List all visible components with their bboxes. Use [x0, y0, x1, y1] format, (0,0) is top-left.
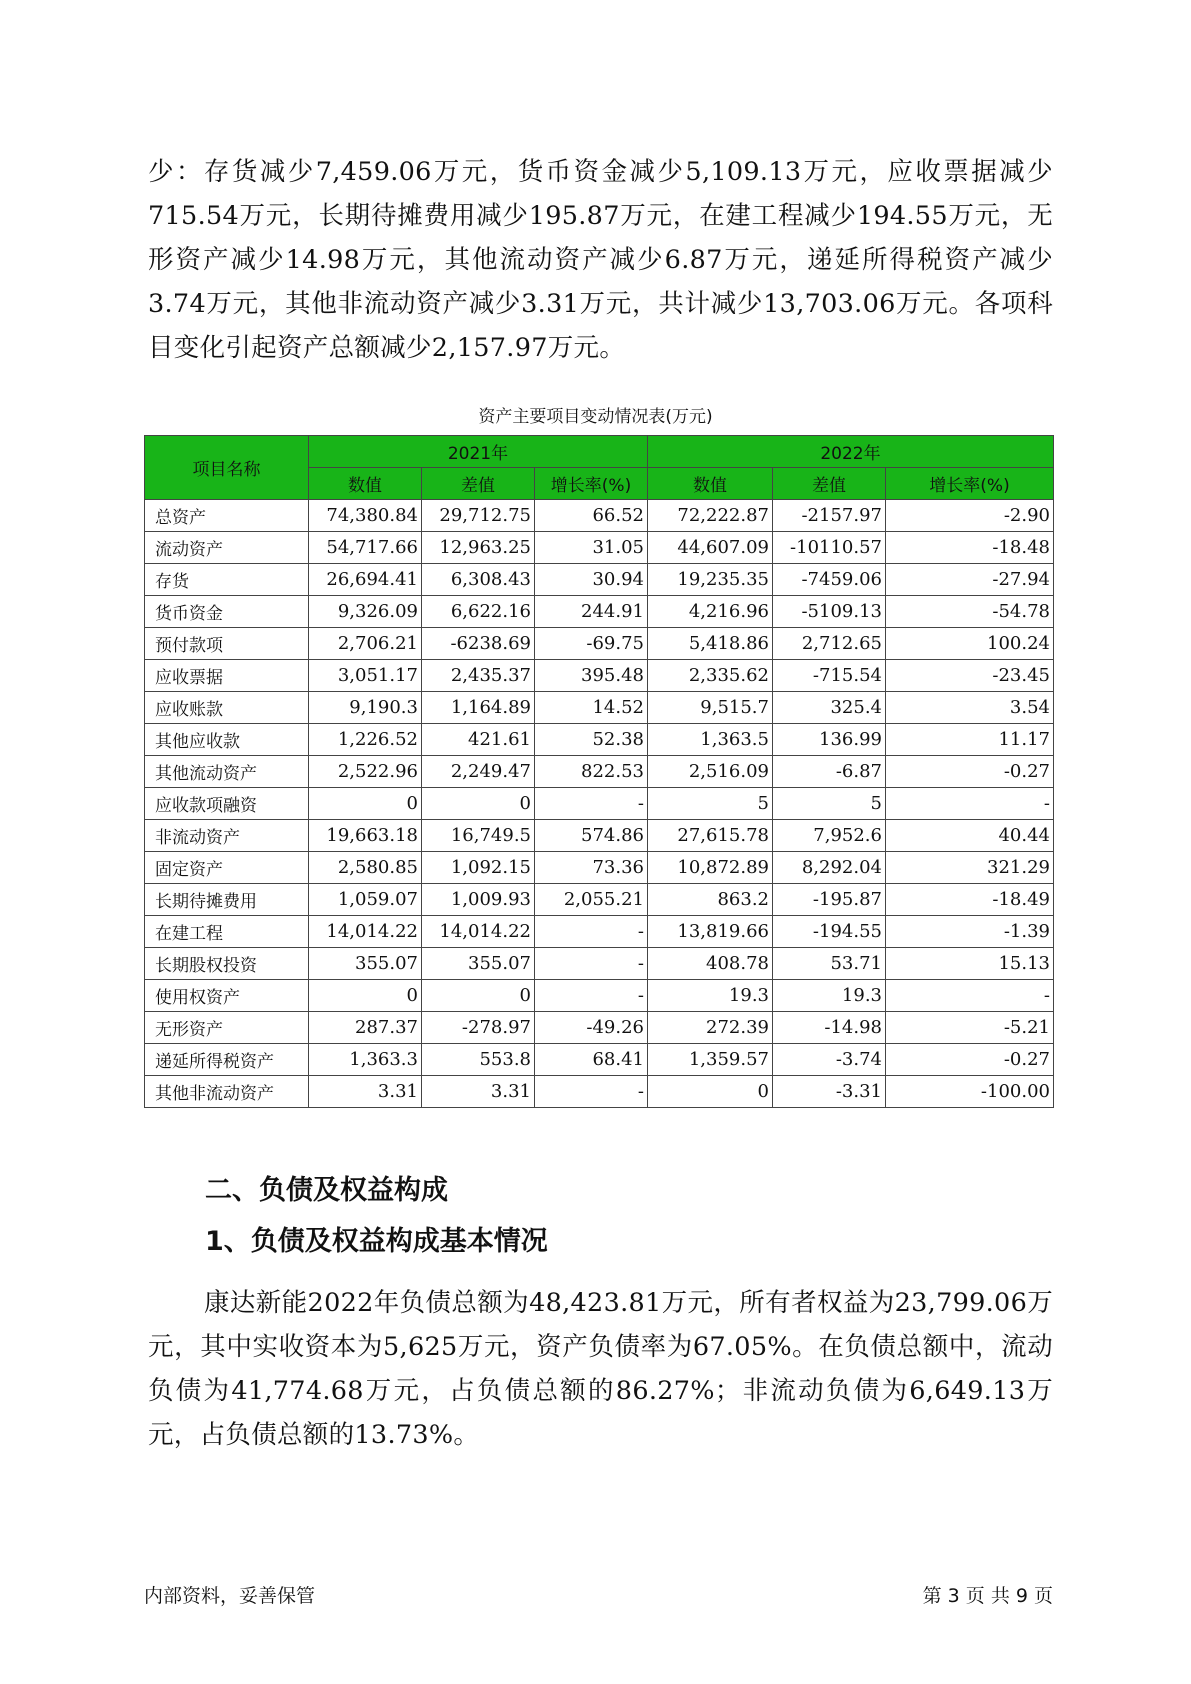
table-cell: -10110.57: [773, 532, 886, 564]
table-cell: -14.98: [773, 1012, 886, 1044]
table-cell: 355.07: [422, 948, 535, 980]
table-row: [145, 884, 1054, 916]
item-name-header: 项目名称: [145, 436, 309, 500]
table-cell: 14,014.22: [309, 916, 422, 948]
table-cell: 287.37: [309, 1012, 422, 1044]
table-cell: 1,363.5: [648, 724, 773, 756]
footer-confidential-note: 内部资料，妥善保管: [144, 1585, 316, 1607]
table-cell: 0: [422, 788, 535, 820]
table-cell: -: [535, 948, 648, 980]
table-cell: 9,515.7: [648, 692, 773, 724]
table-row: [145, 1012, 1054, 1044]
table-cell: 44,607.09: [648, 532, 773, 564]
table-cell: 6,308.43: [422, 564, 535, 596]
row-item-name: 货币资金: [145, 596, 309, 628]
table-row: [145, 852, 1054, 884]
table-cell: 7,952.6: [773, 820, 886, 852]
table-cell: -23.45: [886, 660, 1054, 692]
table-cell: -278.97: [422, 1012, 535, 1044]
table-cell: 10,872.89: [648, 852, 773, 884]
table-cell: 40.44: [886, 820, 1054, 852]
table-cell: 9,190.3: [309, 692, 422, 724]
row-item-name: 固定资产: [145, 852, 309, 884]
table-cell: 13,819.66: [648, 916, 773, 948]
row-item-name: 其他非流动资产: [145, 1076, 309, 1108]
table-row: [145, 660, 1054, 692]
table-cell: 5: [648, 788, 773, 820]
table-cell: 6,622.16: [422, 596, 535, 628]
table-cell: -: [535, 1076, 648, 1108]
table-cell: 863.2: [648, 884, 773, 916]
table-cell: -6238.69: [422, 628, 535, 660]
row-item-name: 其他流动资产: [145, 756, 309, 788]
table-row: [145, 820, 1054, 852]
table-cell: 19,235.35: [648, 564, 773, 596]
table-cell: 321.29: [886, 852, 1054, 884]
table-cell: -3.74: [773, 1044, 886, 1076]
table-cell: -54.78: [886, 596, 1054, 628]
table-cell: -7459.06: [773, 564, 886, 596]
table-cell: 73.36: [535, 852, 648, 884]
subheader-growth-2022: 增长率(%): [886, 468, 1054, 500]
table-row: [145, 724, 1054, 756]
table-cell: 19,663.18: [309, 820, 422, 852]
table-cell: 421.61: [422, 724, 535, 756]
table-cell: 54,717.66: [309, 532, 422, 564]
table-cell: 553.8: [422, 1044, 535, 1076]
table-cell: -0.27: [886, 1044, 1054, 1076]
paragraph-asset-changes: [148, 150, 1053, 370]
table-cell: -: [535, 980, 648, 1012]
table-cell: 1,226.52: [309, 724, 422, 756]
table-cell: 53.71: [773, 948, 886, 980]
table-row: [145, 916, 1054, 948]
table-cell: 136.99: [773, 724, 886, 756]
subheader-value-2022: 数值: [648, 468, 773, 500]
table-cell: 2,335.62: [648, 660, 773, 692]
table-cell: 1,359.57: [648, 1044, 773, 1076]
table-cell: 1,092.15: [422, 852, 535, 884]
row-item-name: 非流动资产: [145, 820, 309, 852]
table-cell: -2157.97: [773, 500, 886, 532]
asset-change-table: [144, 435, 1054, 1108]
table-cell: 29,712.75: [422, 500, 535, 532]
table-cell: 272.39: [648, 1012, 773, 1044]
table-cell: 74,380.84: [309, 500, 422, 532]
table-cell: -100.00: [886, 1076, 1054, 1108]
table-cell: -1.39: [886, 916, 1054, 948]
table-cell: -194.55: [773, 916, 886, 948]
row-item-name: 应收票据: [145, 660, 309, 692]
table-cell: 8,292.04: [773, 852, 886, 884]
table-cell: 15.13: [886, 948, 1054, 980]
table-row: [145, 532, 1054, 564]
subheader-diff-2022: 差值: [773, 468, 886, 500]
table-cell: 1,164.89: [422, 692, 535, 724]
table-row: [145, 948, 1054, 980]
table-cell: 1,059.07: [309, 884, 422, 916]
table-cell: -: [535, 788, 648, 820]
table-cell: 2,435.37: [422, 660, 535, 692]
table-cell: -3.31: [773, 1076, 886, 1108]
table-cell: 3.31: [422, 1076, 535, 1108]
table-cell: -195.87: [773, 884, 886, 916]
table-cell: -: [886, 788, 1054, 820]
paragraph-liabilities: [148, 1281, 1053, 1457]
table-cell: 31.05: [535, 532, 648, 564]
row-item-name: 预付款项: [145, 628, 309, 660]
table-cell: 19.3: [773, 980, 886, 1012]
table-cell: -18.48: [886, 532, 1054, 564]
table-cell: -2.90: [886, 500, 1054, 532]
table-row: [145, 564, 1054, 596]
table-cell: 5,418.86: [648, 628, 773, 660]
table-cell: 12,963.25: [422, 532, 535, 564]
table-row: [145, 596, 1054, 628]
table-cell: 822.53: [535, 756, 648, 788]
row-item-name: 长期股权投资: [145, 948, 309, 980]
table-cell: 2,580.85: [309, 852, 422, 884]
row-item-name: 无形资产: [145, 1012, 309, 1044]
table-row: [145, 692, 1054, 724]
subheader-diff-2021: 差值: [422, 468, 535, 500]
table-cell: -5109.13: [773, 596, 886, 628]
table-cell: -: [535, 916, 648, 948]
table-row: [145, 788, 1054, 820]
table-cell: 14.52: [535, 692, 648, 724]
section-heading: 二、负债及权益构成: [205, 1175, 448, 1206]
row-item-name: 总资产: [145, 500, 309, 532]
table-cell: 408.78: [648, 948, 773, 980]
row-item-name: 应收款项融资: [145, 788, 309, 820]
table-cell: -0.27: [886, 756, 1054, 788]
row-item-name: 其他应收款: [145, 724, 309, 756]
table-cell: 72,222.87: [648, 500, 773, 532]
table-cell: 68.41: [535, 1044, 648, 1076]
table-cell: 3.54: [886, 692, 1054, 724]
row-item-name: 长期待摊费用: [145, 884, 309, 916]
table-cell: 2,522.96: [309, 756, 422, 788]
table-row: [145, 1076, 1054, 1108]
table-cell: 16,749.5: [422, 820, 535, 852]
table-cell: 0: [648, 1076, 773, 1108]
table-body: [145, 500, 1054, 1108]
table-cell: 3.31: [309, 1076, 422, 1108]
table-cell: 2,516.09: [648, 756, 773, 788]
row-item-name: 在建工程: [145, 916, 309, 948]
table-cell: -: [886, 980, 1054, 1012]
table-row: [145, 500, 1054, 532]
table-cell: 325.4: [773, 692, 886, 724]
table-cell: 9,326.09: [309, 596, 422, 628]
table-cell: 244.91: [535, 596, 648, 628]
paragraph-text: 康达新能2022年负债总额为48,423.81万元，所有者权益为23,799.06万元，其中实收资本为5,625万元，资产负债率为67.05%。在负债总额中，流动负债为41,774.68万元，占负债总额的86.27%；非流动负债为6,649.13万元，占负债总额的13.73%。: [148, 1288, 1053, 1450]
row-item-name: 流动资产: [145, 532, 309, 564]
subheader-growth-2021: 增长率(%): [535, 468, 648, 500]
table-row: [145, 980, 1054, 1012]
table-cell: 100.24: [886, 628, 1054, 660]
table-cell: 4,216.96: [648, 596, 773, 628]
table-cell: 2,249.47: [422, 756, 535, 788]
table-cell: -715.54: [773, 660, 886, 692]
table-cell: 19.3: [648, 980, 773, 1012]
table-cell: 27,615.78: [648, 820, 773, 852]
year-header-2021: 2021年: [309, 436, 648, 468]
row-item-name: 递延所得税资产: [145, 1044, 309, 1076]
table-cell: -69.75: [535, 628, 648, 660]
table-cell: 0: [422, 980, 535, 1012]
table-row: [145, 1044, 1054, 1076]
table-cell: 0: [309, 980, 422, 1012]
table-cell: 1,009.93: [422, 884, 535, 916]
table-cell: -6.87: [773, 756, 886, 788]
row-item-name: 应收账款: [145, 692, 309, 724]
footer-page-number: 第 3 页 共 9 页: [922, 1585, 1053, 1607]
table-cell: 2,706.21: [309, 628, 422, 660]
table-cell: 0: [309, 788, 422, 820]
table-cell: 574.86: [535, 820, 648, 852]
row-item-name: 存货: [145, 564, 309, 596]
table-cell: 3,051.17: [309, 660, 422, 692]
year-header-2022: 2022年: [648, 436, 1054, 468]
table-cell: 2,712.65: [773, 628, 886, 660]
table-cell: -5.21: [886, 1012, 1054, 1044]
table-row: [145, 628, 1054, 660]
table-cell: 66.52: [535, 500, 648, 532]
subsection-heading: 1、负债及权益构成基本情况: [205, 1226, 548, 1257]
table-cell: 26,694.41: [309, 564, 422, 596]
table-cell: 5: [773, 788, 886, 820]
table-cell: 11.17: [886, 724, 1054, 756]
table-cell: -49.26: [535, 1012, 648, 1044]
table-caption: 资产主要项目变动情况表(万元): [478, 407, 713, 427]
table-cell: 1,363.3: [309, 1044, 422, 1076]
table-cell: 30.94: [535, 564, 648, 596]
subheader-value-2021: 数值: [309, 468, 422, 500]
table-cell: 14,014.22: [422, 916, 535, 948]
row-item-name: 使用权资产: [145, 980, 309, 1012]
table-cell: 355.07: [309, 948, 422, 980]
table-cell: -27.94: [886, 564, 1054, 596]
table-cell: 395.48: [535, 660, 648, 692]
table-cell: -18.49: [886, 884, 1054, 916]
paragraph-text: 少：存货减少7,459.06万元，货币资金减少5,109.13万元，应收票据减少715.54万元，长期待摊费用减少195.87万元，在建工程减少194.55万元，无形资产减少14.98万元，其他流动资产减少6.87万元，递延所得税资产减少3.74万元，其他非流动资产减少3.31万元，共计减少13,703.06万元。各项科目变化引起资产总额减少2,157.97万元。: [148, 157, 1053, 363]
table-row: [145, 756, 1054, 788]
table-cell: 52.38: [535, 724, 648, 756]
table-cell: 2,055.21: [535, 884, 648, 916]
